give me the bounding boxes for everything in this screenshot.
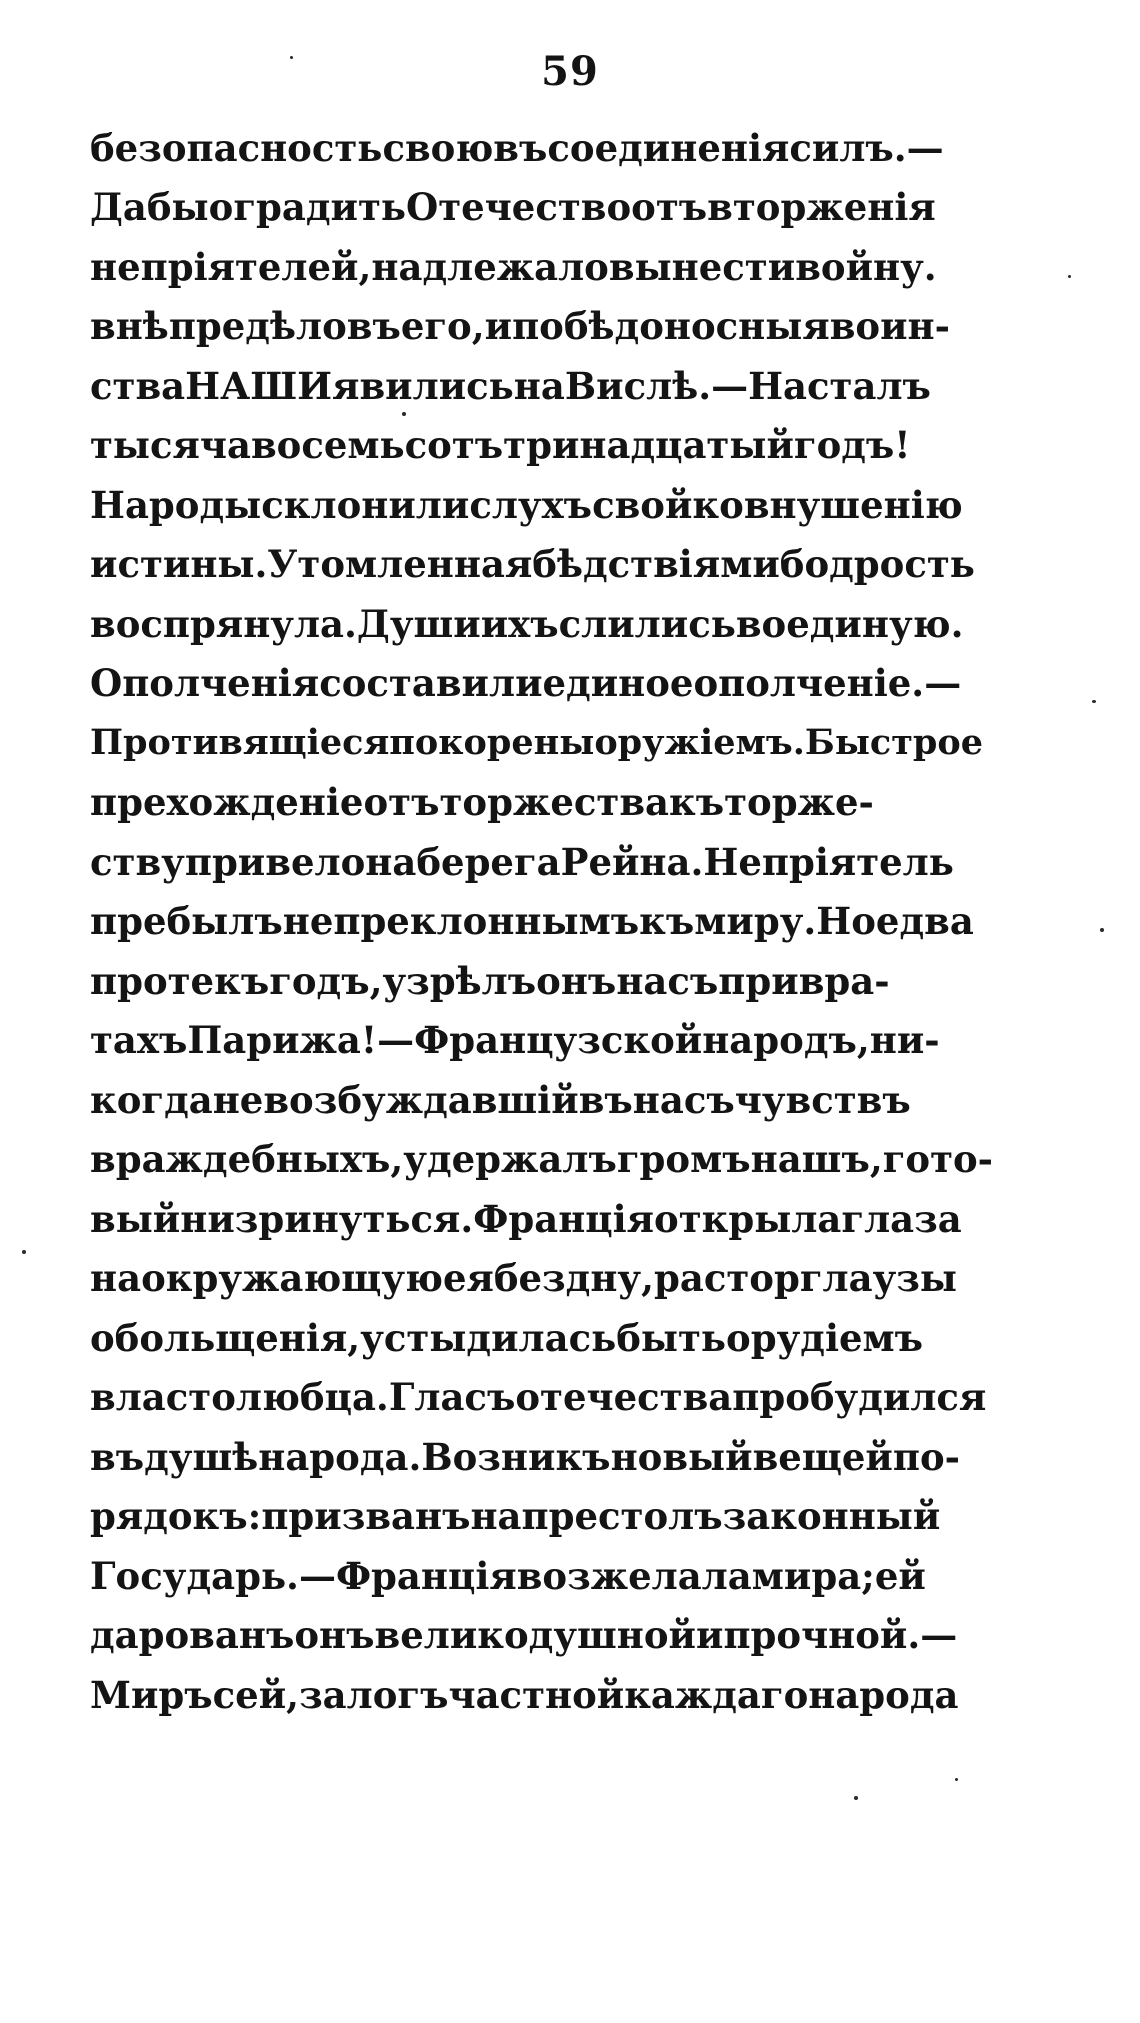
text-line: въ душѣ народа. Возникъ новый вещей по- bbox=[90, 1434, 960, 1479]
text-line: пребылъ непреклоннымъ къ миру. Но едва bbox=[90, 899, 974, 944]
text-line: когда не возбуждавшій въ насъ чувствъ bbox=[90, 1077, 911, 1122]
text-line: враждебныхъ, удержалъ громъ нашъ, гото- bbox=[90, 1137, 994, 1182]
text-line: тахъ Парижа ! — Французской народъ, ни- bbox=[90, 1018, 940, 1063]
text-line: внѣ предѣловъ его , и побѣдоносныя воин- bbox=[90, 304, 950, 349]
text-line: безопасность свою въ соединенія силъ. — bbox=[90, 125, 944, 170]
text-line: Дабы оградить Отечество отъ вторженія bbox=[90, 185, 936, 230]
print-speck bbox=[854, 1796, 858, 1800]
text-line: Ополченія составили единое ополченіе. — bbox=[90, 661, 962, 706]
text-line: рядокъ: призванъ на престолъ законный bbox=[90, 1494, 941, 1539]
text-line: дарованъ онъ великодушной и прочной. — bbox=[90, 1613, 958, 1658]
text-line: непріятелей , надлежало вынести войну. bbox=[90, 244, 937, 289]
text-line: вый низринуться. Франція открыла глаза bbox=[90, 1196, 962, 1241]
text-line: тысяча восемьсотъ тринадцатый годъ! bbox=[90, 423, 911, 468]
text-line: обольщенія , устыдилась быть орудіемъ bbox=[90, 1315, 924, 1360]
text-line: прехожденіе отъ торжества къ торже- bbox=[90, 780, 874, 825]
text-line: протекъ годъ , узрѣлъ онъ насъ при вра- bbox=[90, 958, 890, 1003]
text-line: властолюбца. Гласъ отечества пробудился bbox=[90, 1375, 987, 1420]
text-line: ства НАШИ явились на Вислѣ. — Насталъ bbox=[90, 363, 931, 408]
print-speck bbox=[955, 1778, 958, 1781]
print-speck bbox=[22, 1250, 26, 1254]
print-speck bbox=[290, 56, 293, 59]
page-number: 59 bbox=[541, 48, 599, 95]
text-line: истины. Утомленная бѣдствіями бодрость bbox=[90, 542, 975, 587]
text-line: Миръ сей, залогъ частной каждаго народа bbox=[90, 1672, 959, 1717]
text-line: воспрянула. Души ихъ слились во единую. bbox=[90, 601, 964, 646]
print-speck bbox=[402, 412, 406, 416]
text-line: Государь. — Франція возжелала мира; ей bbox=[90, 1553, 926, 1598]
body-text bbox=[90, 118, 1045, 1725]
print-speck bbox=[1100, 928, 1104, 932]
print-speck bbox=[1092, 700, 1096, 703]
text-line: Противящіеся покорены оружіемъ. Быстрое bbox=[90, 722, 983, 764]
text-line: Народы склонили слухъ свой ко внушенію bbox=[90, 482, 963, 527]
print-speck bbox=[1068, 275, 1071, 278]
text-line: на окружающую ея бездну , расторгла узы bbox=[90, 1256, 957, 1301]
text-line: ству привело на берега Рейна. Непріятель bbox=[90, 839, 954, 884]
